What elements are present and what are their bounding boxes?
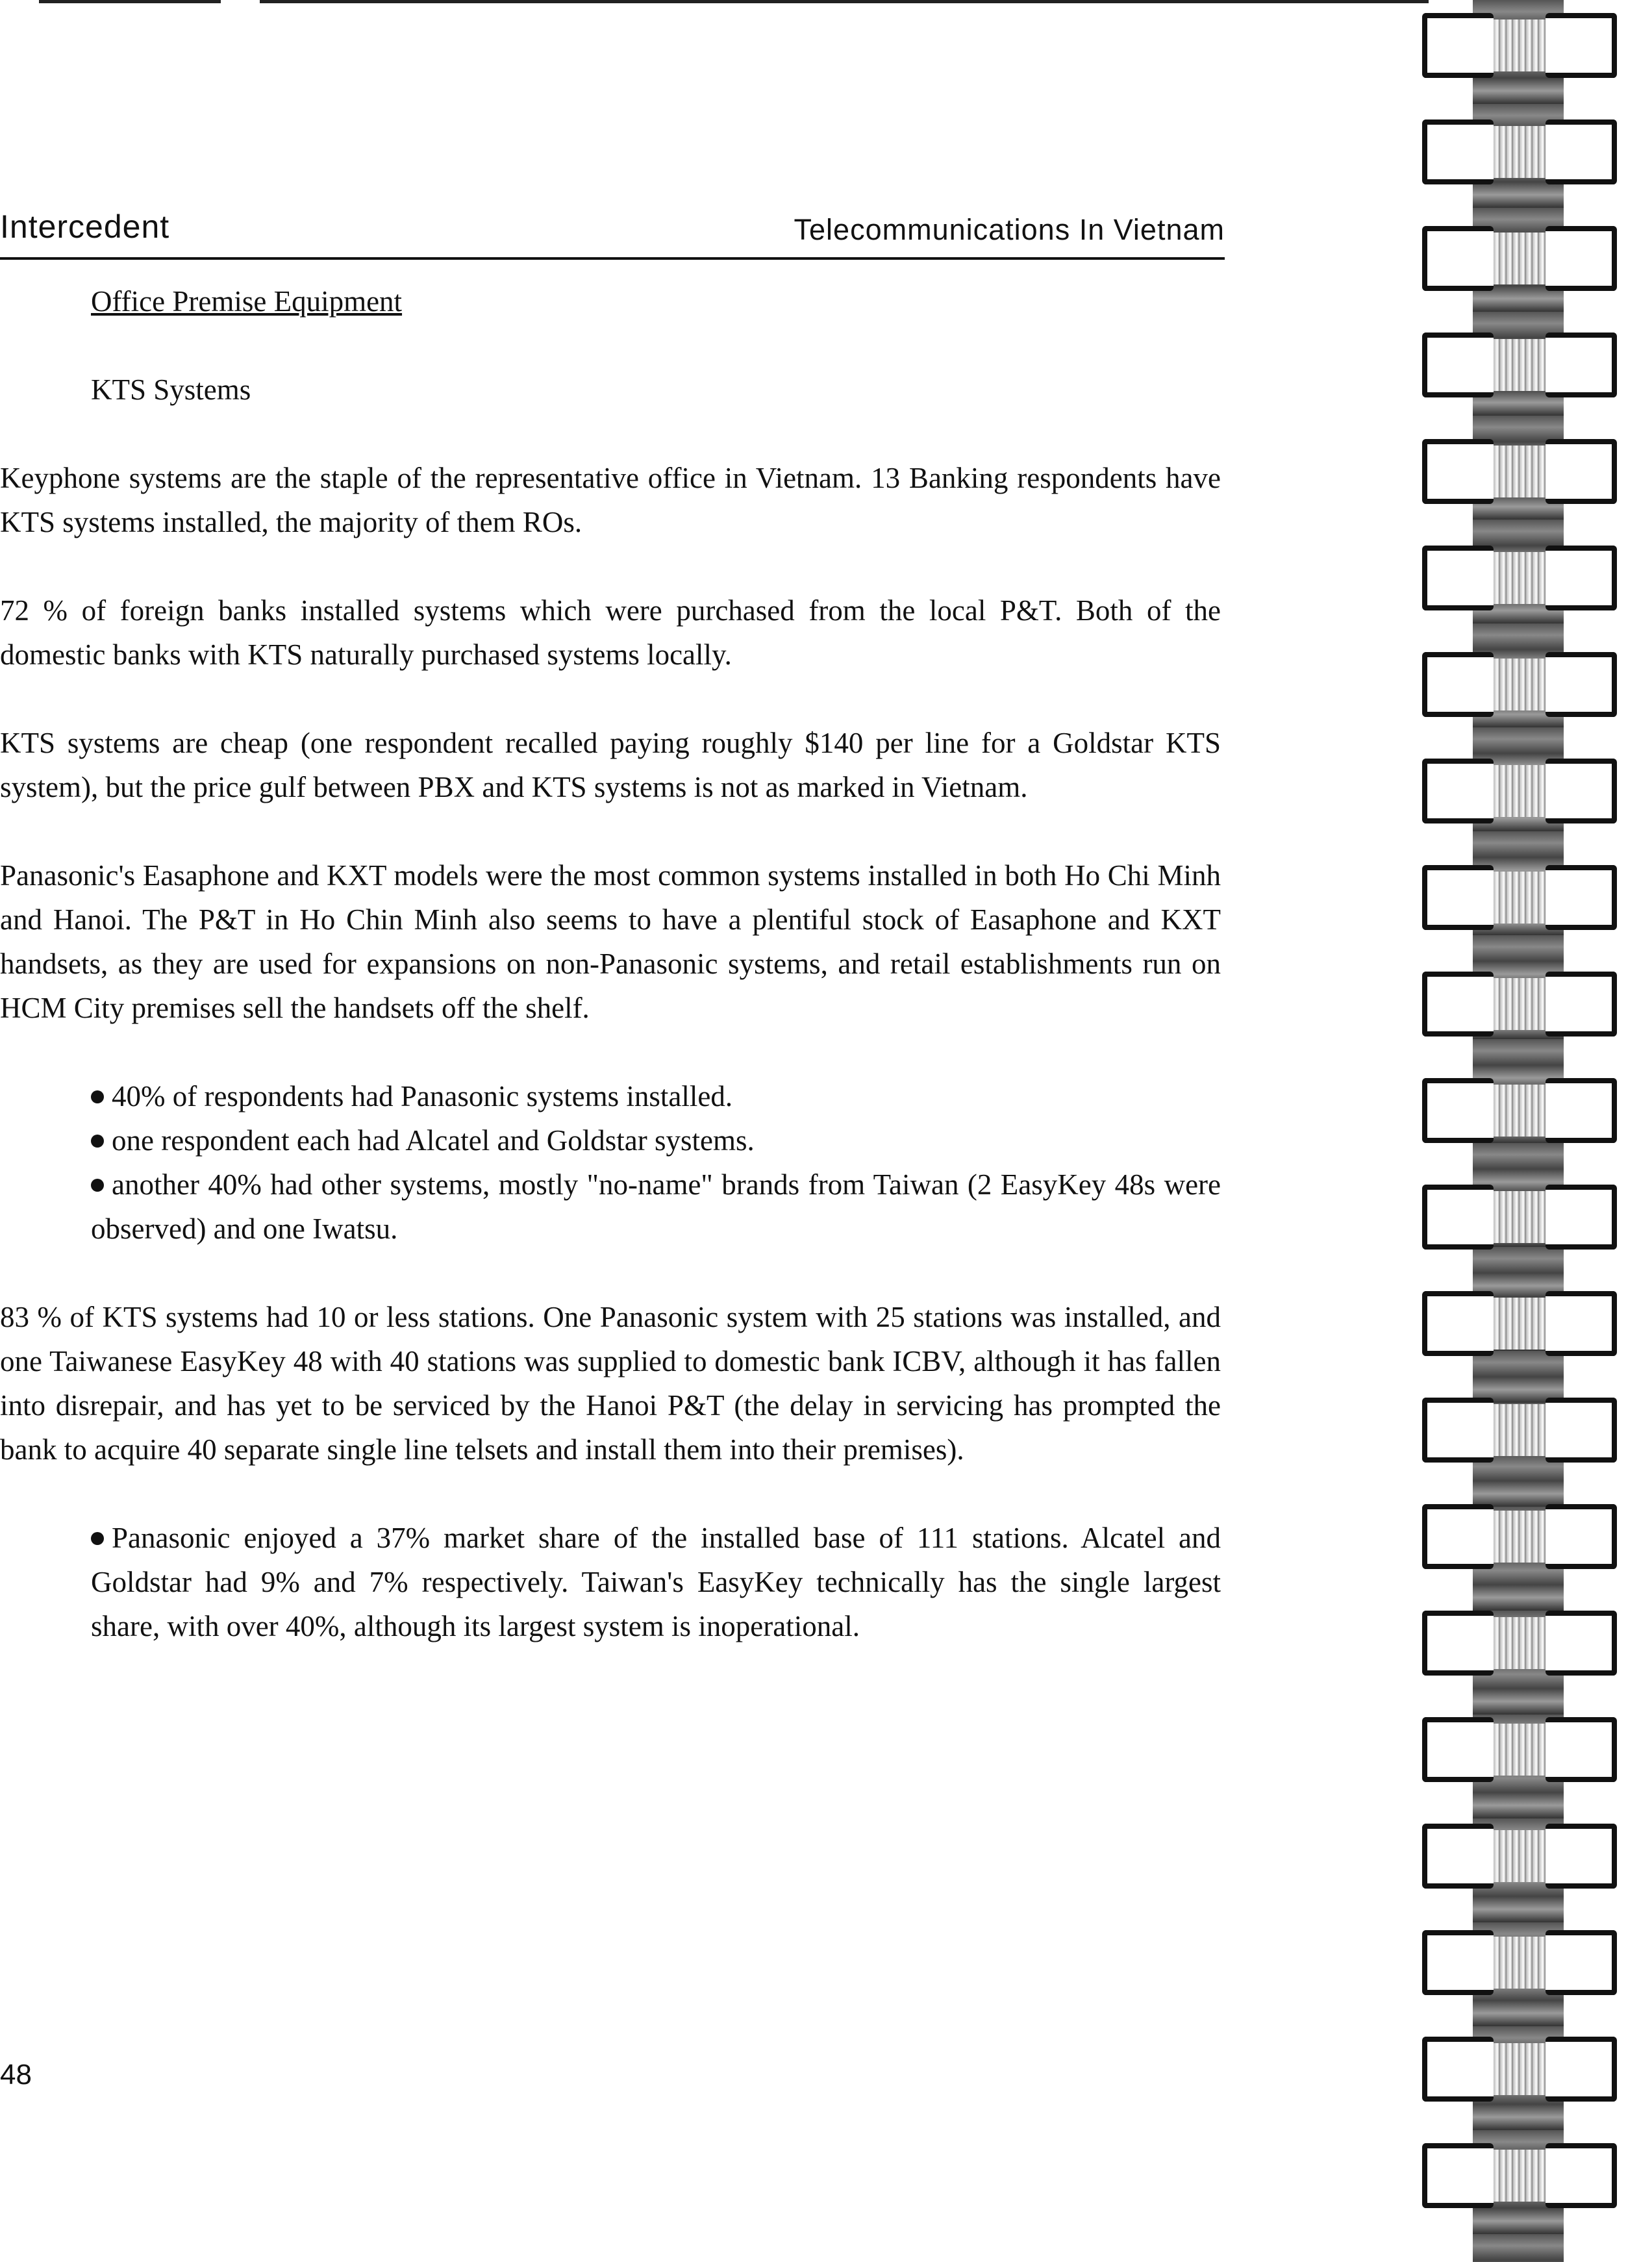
paragraph: Panasonic's Easaphone and KXT models were the most common systems installed in both Ho Chi Minh and Hanoi. The P&T in Ho Chin Minh also seems to have a plentiful stock of Easaphone and KXT handsets, as they are used for expansions on non-Panasonic systems, and retail establishments run on HCM City premises sell the handsets off the shelf. bbox=[0, 859, 1221, 1024]
bullet-text: Panasonic enjoyed a 37% market share of the installed base of 111 stations. Alcatel and Goldstar had 9% and 7% respectively. Taiwan's EasyKey technically has the single largest share, with over 40%, although its largest system is inoperational. bbox=[91, 1522, 1221, 1642]
binding-ring bbox=[1422, 226, 1617, 297]
binding-ring bbox=[1422, 119, 1617, 191]
binding-ring bbox=[1422, 1185, 1617, 1256]
binding-ring bbox=[1422, 2037, 1617, 2108]
top-rule-segment bbox=[260, 0, 1429, 3]
bullet-item bbox=[0, 1516, 1221, 1648]
page-header bbox=[0, 201, 1225, 260]
binding-ring bbox=[1422, 1717, 1617, 1789]
bullet-text: 40% of respondents had Panasonic systems installed. bbox=[112, 1080, 733, 1112]
binding-ring bbox=[1422, 1504, 1617, 1576]
bullet-dot-icon bbox=[91, 1135, 104, 1148]
subsection-heading: KTS Systems bbox=[91, 373, 251, 406]
binding-ring bbox=[1422, 1291, 1617, 1363]
spiral-binding bbox=[1422, 0, 1617, 2262]
binding-ring bbox=[1422, 1398, 1617, 1469]
header-rule bbox=[0, 257, 1225, 260]
binding-ring bbox=[1422, 2143, 1617, 2215]
bullet-dot-icon bbox=[91, 1532, 104, 1545]
page-content bbox=[0, 279, 1221, 1648]
bullet-text: another 40% had other systems, mostly "no-name" brands from Taiwan (2 EasyKey 48s were observed) and one Iwatsu. bbox=[91, 1168, 1221, 1245]
binding-ring bbox=[1422, 652, 1617, 723]
binding-ring bbox=[1422, 13, 1617, 84]
bullet-dot-icon bbox=[91, 1090, 104, 1103]
binding-ring bbox=[1422, 1824, 1617, 1895]
bullet-text: one respondent each had Alcatel and Goldstar systems. bbox=[112, 1124, 755, 1157]
binding-ring bbox=[1422, 759, 1617, 830]
paragraph: 72 % of foreign banks installed systems which were purchased from the local P&T. Both of the domestic banks with KTS naturally purchased systems locally. bbox=[0, 594, 1221, 671]
header-company: Intercedent bbox=[0, 208, 170, 245]
section-heading-text: Office Premise Equipment bbox=[91, 285, 403, 318]
paragraph: KTS systems are cheap (one respondent recalled paying roughly $140 per line for a Goldstar KTS system), but the price gulf between PBX and KTS systems is not as marked in Vietnam. bbox=[0, 727, 1221, 803]
paragraph: Keyphone systems are the staple of the representative office in Vietnam. 13 Banking respondents have KTS systems installed, the majority of them ROs. bbox=[0, 462, 1221, 538]
binding-ring bbox=[1422, 865, 1617, 936]
bullet-item bbox=[0, 1118, 1221, 1162]
top-rule bbox=[0, 0, 1652, 6]
binding-ring bbox=[1422, 333, 1617, 404]
section-heading bbox=[0, 279, 1221, 323]
bullet-dot-icon bbox=[91, 1179, 104, 1192]
binding-ring bbox=[1422, 972, 1617, 1043]
page-number: 48 bbox=[0, 2059, 32, 2091]
binding-ring bbox=[1422, 1930, 1617, 2002]
bullet-item bbox=[0, 1162, 1221, 1251]
binding-ring bbox=[1422, 439, 1617, 510]
top-rule-segment bbox=[39, 0, 221, 3]
bullet-list bbox=[0, 1074, 1221, 1251]
bullet-item bbox=[0, 1074, 1221, 1118]
paragraph: 83 % of KTS systems had 10 or less stations. One Panasonic system with 25 stations was installed, and one Taiwanese EasyKey 48 with 40 stations was supplied to domestic bank ICBV, although it has fallen into disrepair, and has yet to be serviced by the Hanoi P&T (the delay in servicing has prompted the bank to acquire 40 separate single line telsets and install them into their premises). bbox=[0, 1301, 1221, 1466]
binding-ring bbox=[1422, 1078, 1617, 1150]
header-title: Telecommunications In Vietnam bbox=[794, 213, 1225, 246]
binding-ring bbox=[1422, 1611, 1617, 1682]
binding-ring bbox=[1422, 546, 1617, 617]
